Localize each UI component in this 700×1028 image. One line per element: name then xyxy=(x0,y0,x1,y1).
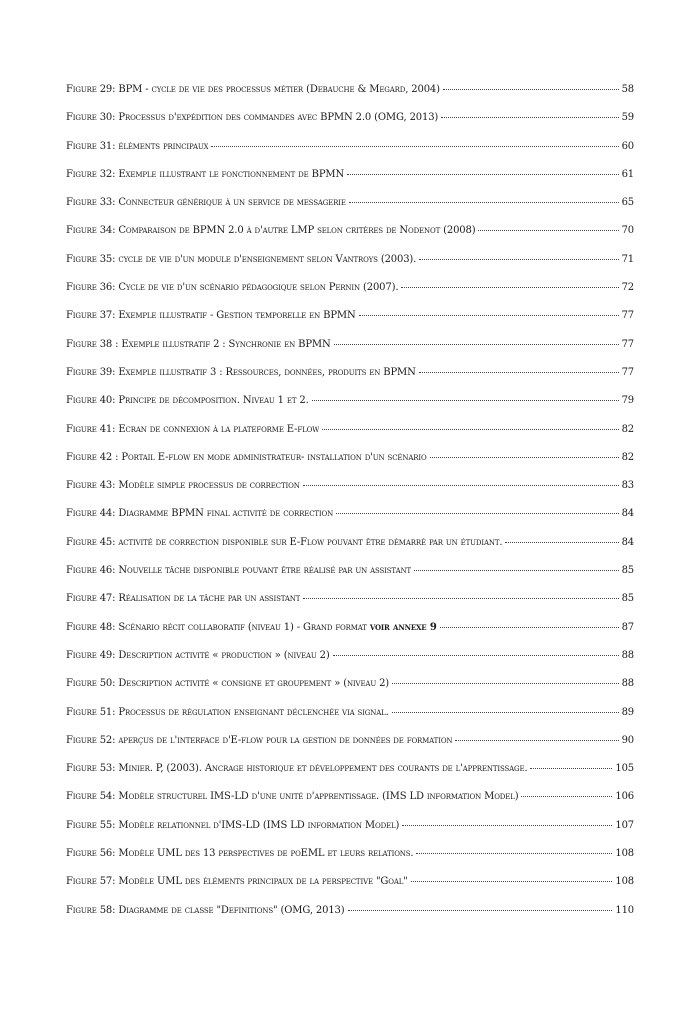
toc-entry-label: Figure 51: Processus de régulation enseignant déclenchée via signal. xyxy=(66,706,389,718)
toc-entry-page: 61 xyxy=(621,168,634,180)
toc-entry xyxy=(66,848,634,876)
toc-entry xyxy=(66,820,634,848)
toc-entry-page: 107 xyxy=(615,819,634,831)
toc-entry xyxy=(66,254,634,282)
toc-entry-page: 60 xyxy=(621,140,634,152)
leader-dots xyxy=(359,315,619,316)
toc-entry xyxy=(66,537,634,565)
toc-entry-page: 84 xyxy=(621,508,634,520)
toc-entry-label: Figure 33: Connecteur générique à un service de messagerie xyxy=(66,197,346,209)
toc-entry xyxy=(66,424,634,452)
leader-dots xyxy=(347,174,618,175)
toc-entry-page: 88 xyxy=(621,678,634,690)
leader-dots xyxy=(530,768,612,769)
toc-entry-page: 108 xyxy=(615,848,634,860)
toc-entry xyxy=(66,678,634,706)
toc-entry-page: 88 xyxy=(621,649,634,661)
leader-dots xyxy=(312,400,619,401)
toc-entry-page: 106 xyxy=(615,791,634,803)
toc-entry-label: Figure 41: Écran de connexion à la plateforme E-flow xyxy=(66,423,320,435)
toc-entry-label: Figure 34: Comparaison de BPMN 2.0 à d'autre LMP selon critères de Nodenot (2008) xyxy=(66,225,476,237)
leader-dots xyxy=(348,910,613,911)
list-of-figures xyxy=(66,84,634,933)
toc-entry-page: 82 xyxy=(621,423,634,435)
toc-entry xyxy=(66,339,634,367)
toc-entry-label: Figure 55: Modèle relationnel d'IMS-LD (IMS LD information Model) xyxy=(66,819,400,831)
toc-entry-label: Figure 39: Exemple illustratif 3 : Ressources, données, produits en BPMN xyxy=(66,366,416,378)
toc-entry xyxy=(66,367,634,395)
leader-dots xyxy=(401,287,618,288)
leader-dots xyxy=(411,881,613,882)
toc-entry-label: Figure 31: éléments principaux xyxy=(66,140,209,152)
toc-entry-page: 87 xyxy=(621,621,634,633)
toc-entry-page: 89 xyxy=(621,706,634,718)
leader-dots xyxy=(478,230,618,231)
toc-entry-label: Figure 53: Minier. P, (2003). Ancrage historique et développement des courants de l'apprentissage. xyxy=(66,763,528,775)
leader-dots xyxy=(334,344,619,345)
toc-entry xyxy=(66,876,634,904)
toc-entry-label: Figure 50: Description activité « consigne et groupement » (niveau 2) xyxy=(66,678,390,690)
leader-dots xyxy=(303,485,619,486)
leader-dots xyxy=(322,429,618,430)
leader-dots xyxy=(521,796,612,797)
toc-entry-page: 82 xyxy=(621,451,634,463)
toc-entry-label: Figure 42 : Portail E-flow en mode administrateur- installation d'un scénario xyxy=(66,451,427,463)
toc-entry-page: 59 xyxy=(621,112,634,124)
toc-entry-label: Figure 57: Modèle UML des éléments principaux de la perspective "Goal" xyxy=(66,876,408,888)
toc-entry-label: Figure 38 : Exemple illustratif 2 : Synchronie en BPMN xyxy=(66,338,331,350)
toc-entry xyxy=(66,480,634,508)
leader-dots xyxy=(414,570,619,571)
toc-entry xyxy=(66,735,634,763)
toc-entry-page: 71 xyxy=(621,253,634,265)
toc-entry-label: Figure 36: Cycle de vie d'un scénario pédagogique selon Pernin (2007). xyxy=(66,282,399,294)
leader-dots xyxy=(419,372,619,373)
toc-entry-page: 85 xyxy=(621,593,634,605)
toc-entry-page: 72 xyxy=(621,282,634,294)
toc-entry-page: 90 xyxy=(621,734,634,746)
toc-entry xyxy=(66,84,634,112)
leader-dots xyxy=(419,259,618,260)
toc-entry xyxy=(66,395,634,423)
toc-entry-label: Figure 52: aperçus de l'interface d'E-flow pour la gestion de données de formation xyxy=(66,734,453,746)
leader-dots xyxy=(392,683,619,684)
toc-entry-page: 84 xyxy=(621,536,634,548)
toc-entry-label: Figure 58: Diagramme de classe "Definitions" (OMG, 2013) xyxy=(66,904,345,916)
toc-entry-page: 77 xyxy=(621,366,634,378)
toc-entry-label-text: Figure 48: Scénario récit collaboratif (niveau 1) - Grand format xyxy=(66,621,367,633)
leader-dots xyxy=(333,655,619,656)
toc-entry-page: 83 xyxy=(621,480,634,492)
toc-entry xyxy=(66,565,634,593)
toc-entry-page: 58 xyxy=(621,84,634,95)
toc-entry xyxy=(66,622,634,650)
toc-entry xyxy=(66,707,634,735)
toc-entry-page: 77 xyxy=(621,338,634,350)
toc-entry-page: 77 xyxy=(621,310,634,322)
toc-entry-label: Figure 47: Réalisation de la tâche par un assistant xyxy=(66,593,301,605)
toc-entry xyxy=(66,763,634,791)
leader-dots xyxy=(336,513,618,514)
leader-dots xyxy=(211,146,618,147)
leader-dots xyxy=(349,202,619,203)
toc-entry-label: Figure 35: cycle de vie d'un module d'enseignement selon Vantroys (2003). xyxy=(66,253,417,265)
toc-entry-label: Figure 44: Diagramme BPMN final activité de correction xyxy=(66,508,334,520)
toc-entry xyxy=(66,791,634,819)
toc-entry-page: 110 xyxy=(615,904,634,916)
toc-entry xyxy=(66,112,634,140)
leader-dots xyxy=(392,712,619,713)
toc-entry xyxy=(66,593,634,621)
toc-entry-label: Figure 29: BPM - cycle de vie des processus métier (Debauche & Megard, 2004) xyxy=(66,84,440,95)
toc-entry xyxy=(66,508,634,536)
toc-entry xyxy=(66,310,634,338)
leader-dots xyxy=(443,89,619,90)
leader-dots xyxy=(303,598,618,599)
toc-entry-label: Figure 43: Modèle simple processus de correction xyxy=(66,480,300,492)
toc-entry xyxy=(66,197,634,225)
toc-entry-label: Figure 45: activité de correction disponible sur E-Flow pouvant être démarré par un étudiant. xyxy=(66,536,503,548)
toc-entry-label: Figure 54: Modèle structurel IMS-LD d'une unité d'apprentissage. (IMS LD information Model) xyxy=(66,791,519,803)
leader-dots xyxy=(430,457,619,458)
toc-entry-label: Figure 40: Principe de décomposition. Niveau 1 et 2. xyxy=(66,395,309,407)
toc-entry-page: 79 xyxy=(621,395,634,407)
leader-dots xyxy=(441,117,618,118)
toc-entry xyxy=(66,225,634,253)
toc-entry xyxy=(66,282,634,310)
toc-entry-label: Figure 49: Description activité « production » (niveau 2) xyxy=(66,649,330,661)
leader-dots xyxy=(402,825,612,826)
toc-entry-page: 105 xyxy=(615,763,634,775)
toc-entry xyxy=(66,169,634,197)
leader-dots xyxy=(455,740,618,741)
toc-entry-page: 70 xyxy=(621,225,634,237)
leader-dots xyxy=(505,542,618,543)
toc-entry-label: Figure 37: Exemple illustratif - Gestion temporelle en BPMN xyxy=(66,310,356,322)
toc-entry-label xyxy=(66,622,437,633)
toc-entry-page: 108 xyxy=(615,876,634,888)
toc-entry-page: 85 xyxy=(621,565,634,577)
toc-entry-label: Figure 30: Processus d'expédition des commandes avec BPMN 2.0 (OMG, 2013) xyxy=(66,112,439,124)
annex-reference: voir annexe 9 xyxy=(369,621,437,633)
leader-dots xyxy=(416,853,612,854)
toc-entry-label: Figure 32: Exemple illustrant le fonctionnement de BPMN xyxy=(66,168,345,180)
toc-entry xyxy=(66,905,634,933)
toc-entry-label: Figure 46: Nouvelle tâche disponible pouvant être réalisé par un assistant xyxy=(66,565,411,577)
toc-entry xyxy=(66,452,634,480)
toc-entry xyxy=(66,141,634,169)
toc-entry xyxy=(66,650,634,678)
leader-dots xyxy=(440,627,619,628)
toc-entry-page: 65 xyxy=(621,197,634,209)
toc-entry-label: Figure 56: Modèle UML des 13 perspectives de poEML et leurs relations. xyxy=(66,848,414,860)
